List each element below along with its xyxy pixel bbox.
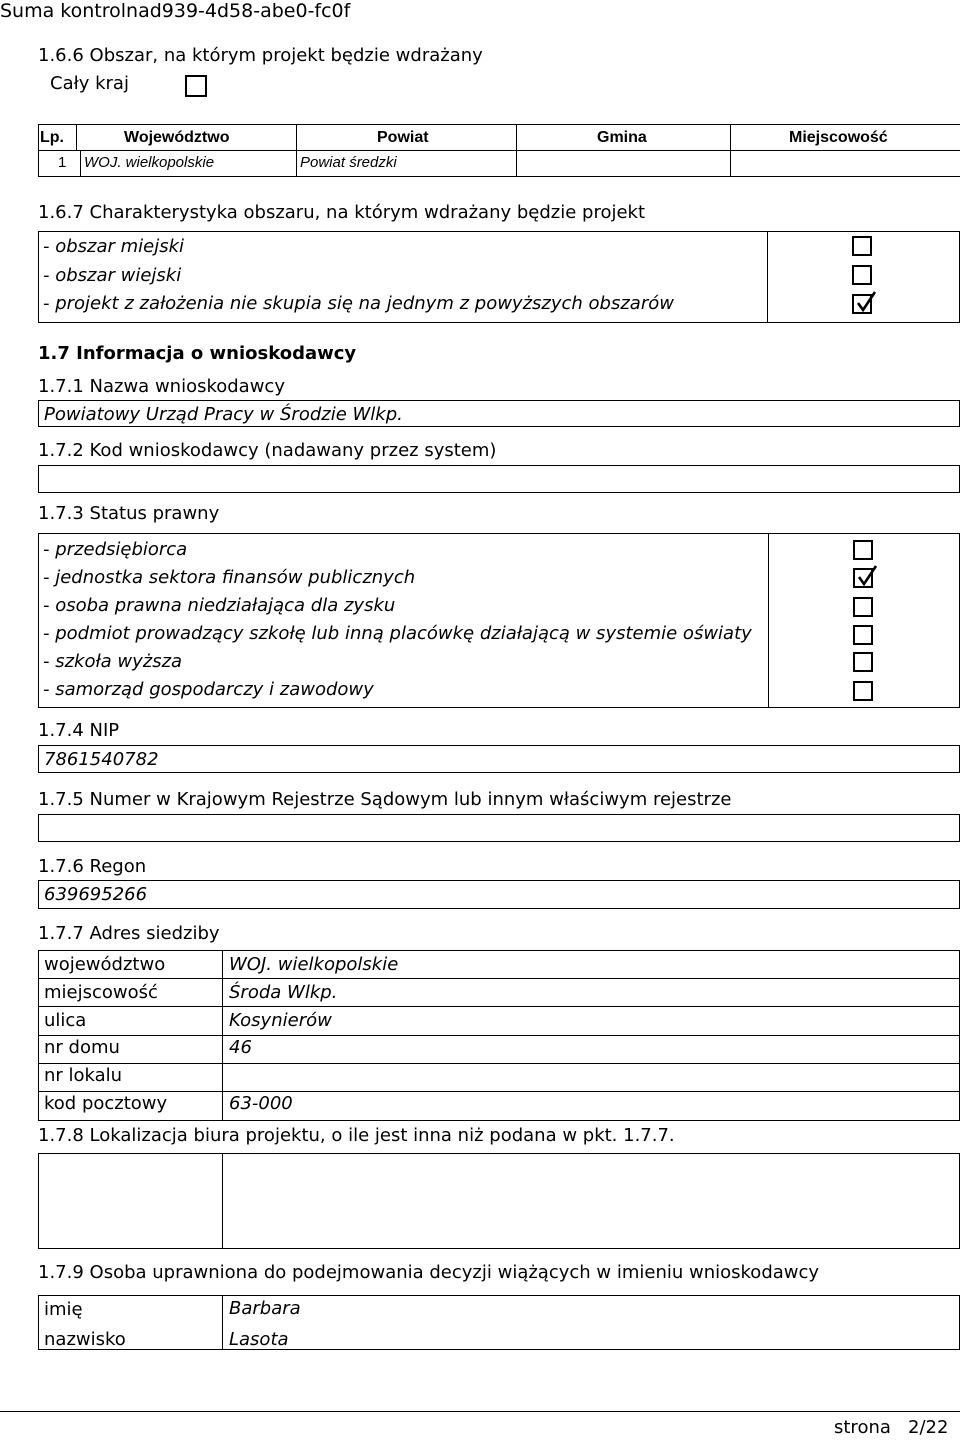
address-province-value: WOJ. wielkopolskie — [229, 954, 399, 975]
address-street-label: ulica — [44, 1010, 87, 1031]
section-1-6-6-title: 1.6.6 Obszar, na którym projekt będzie wdrażany — [38, 45, 483, 66]
rural-area-checkbox[interactable] — [852, 265, 872, 285]
legal-status-label: 1.7.3 Status prawny — [38, 503, 220, 524]
address-house-value: 46 — [229, 1037, 252, 1058]
table-header-miejscowosc: Miejscowość — [789, 129, 888, 146]
public-finance-checkbox[interactable] — [853, 568, 873, 588]
not-focused-checkbox[interactable] — [852, 294, 872, 314]
table-row-powiat: Powiat średzki — [300, 154, 397, 171]
regon-field — [38, 880, 960, 909]
checksum-header: Suma kontrolnad939-4d58-abe0-fc0f — [0, 0, 351, 22]
address-postal-value: 63-000 — [229, 1093, 293, 1114]
regon-label: 1.7.6 Regon — [38, 856, 147, 877]
address-house-label: nr domu — [44, 1037, 120, 1058]
table-header-lp: Lp. — [40, 129, 64, 146]
status-option-school-operator: - podmiot prowadzący szkołę lub inną placówkę działającą w systemie oświaty — [43, 623, 752, 644]
krs-label: 1.7.5 Numer w Krajowym Rejestrze Sądowym lub innym właściwym rejestrze — [38, 789, 732, 810]
nonprofit-checkbox[interactable] — [853, 597, 873, 617]
school-operator-checkbox[interactable] — [853, 625, 873, 645]
project-office-label: 1.7.8 Lokalizacja biura projektu, o ile jest inna niż podana w pkt. 1.7.7. — [38, 1125, 675, 1146]
address-province-label: województwo — [44, 954, 166, 975]
authorized-person-label: 1.7.9 Osoba uprawniona do podejmowania decyzji wiążących w imieniu wnioskodawcy — [38, 1262, 820, 1283]
address-street-value: Kosynierów — [229, 1010, 332, 1031]
table-header-wojewodztwo: Województwo — [124, 129, 230, 146]
nip-value: 7861540782 — [44, 749, 159, 770]
project-office-table — [38, 1153, 960, 1249]
table-row-wojewodztwo: WOJ. wielkopolskie — [84, 154, 215, 171]
option-not-focused: - projekt z założenia nie skupia się na jednym z powyższych obszarów — [43, 293, 674, 314]
option-urban-area: - obszar miejski — [43, 236, 185, 257]
status-option-public-finance: - jednostka sektora finansów publicznych — [43, 567, 416, 588]
section-1-7-title: 1.7 Informacja o wnioskodawcy — [38, 343, 357, 364]
table-header-gmina: Gmina — [597, 129, 647, 146]
table-header-powiat: Powiat — [377, 129, 429, 146]
applicant-name-label: 1.7.1 Nazwa wnioskodawcy — [38, 376, 285, 397]
urban-area-checkbox[interactable] — [852, 236, 872, 256]
person-first-name-value: Barbara — [229, 1298, 301, 1319]
person-first-name-label: imię — [44, 1299, 83, 1320]
page-number: 2/22 — [908, 1417, 949, 1438]
table-row-lp: 1 — [58, 154, 67, 171]
applicant-code-field — [38, 465, 960, 493]
checkmark-icon — [856, 566, 878, 588]
person-last-name-value: Lasota — [229, 1329, 289, 1350]
applicant-name-field — [38, 400, 960, 427]
applicant-name-value: Powiatowy Urząd Pracy w Środzie Wlkp. — [44, 404, 403, 425]
checkmark-icon — [855, 292, 877, 314]
whole-country-checkbox[interactable] — [185, 75, 207, 97]
regon-value: 639695266 — [44, 884, 148, 905]
person-last-name-label: nazwisko — [44, 1329, 126, 1350]
university-checkbox[interactable] — [853, 652, 873, 672]
address-label: 1.7.7 Adres siedziby — [38, 923, 220, 944]
entrepreneur-checkbox[interactable] — [853, 540, 873, 560]
applicant-code-label: 1.7.2 Kod wnioskodawcy (nadawany przez system) — [38, 440, 497, 461]
address-city-label: miejscowość — [44, 982, 158, 1003]
address-apartment-label: nr lokalu — [44, 1065, 123, 1086]
address-city-value: Środa Wlkp. — [229, 982, 338, 1003]
page-label: strona — [834, 1417, 891, 1438]
status-option-self-government: - samorząd gospodarczy i zawodowy — [43, 679, 374, 700]
status-option-entrepreneur: - przedsiębiorca — [43, 539, 188, 560]
nip-field — [38, 745, 960, 773]
option-rural-area: - obszar wiejski — [43, 265, 182, 286]
status-option-university: - szkoła wyższa — [43, 651, 183, 672]
krs-field — [38, 814, 960, 842]
self-government-checkbox[interactable] — [853, 681, 873, 701]
nip-label: 1.7.4 NIP — [38, 720, 120, 741]
authorized-person-table — [38, 1295, 960, 1350]
address-postal-label: kod pocztowy — [44, 1093, 168, 1114]
whole-country-label: Cały kraj — [50, 73, 129, 94]
status-option-nonprofit: - osoba prawna niedziałająca dla zysku — [43, 595, 396, 616]
section-1-6-7-title: 1.6.7 Charakterystyka obszaru, na którym wdrażany będzie projekt — [38, 202, 646, 223]
